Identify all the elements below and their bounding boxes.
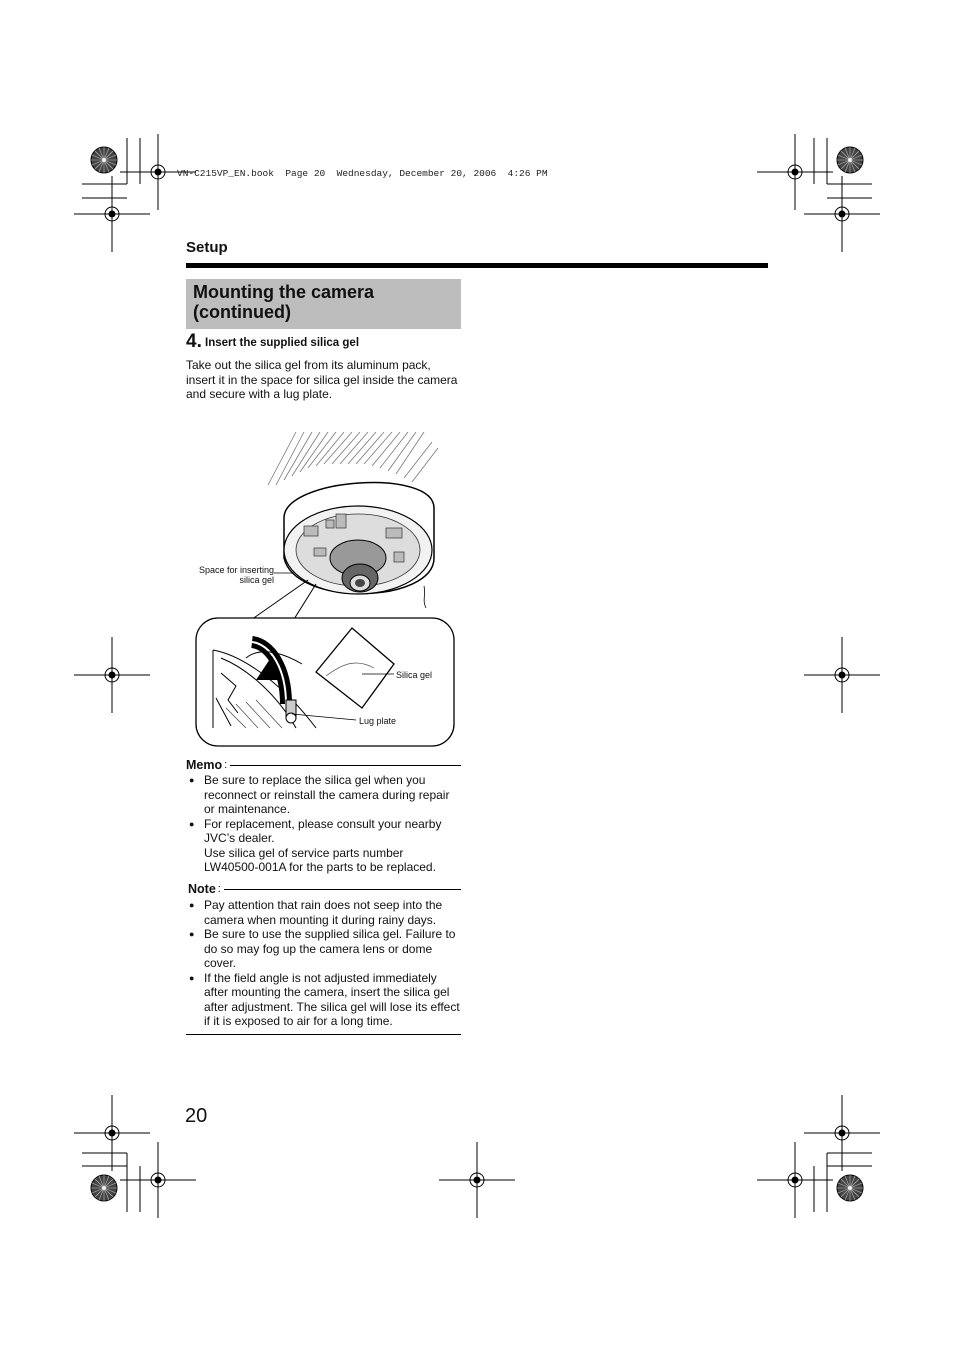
note-box xyxy=(186,882,461,1029)
page-number: 20 xyxy=(185,1105,208,1127)
step-number: 4. xyxy=(186,331,202,352)
camera-illustration xyxy=(186,428,461,750)
note-heading: Note xyxy=(188,882,216,896)
memo-colon: : xyxy=(224,759,228,771)
memo-item-continued: Use silica gel of service parts number LW40500-001A for the parts to be replaced. xyxy=(204,845,436,874)
book-info-line: VN-C215VP_EN.book Page 20 Wednesday, December 20, 2006 4:26 PM xyxy=(177,168,548,179)
note-item: ● If the field angle is not adjusted immediately after mounting the camera, insert the silica gel after adjustment. The silica gel will lose its effect if it is exposed to air for a long time. xyxy=(186,971,461,1029)
page-title: Mounting the camera (continued) xyxy=(193,282,375,322)
ceiling-hatch xyxy=(268,432,438,485)
step-instructions: Take out the silica gel from its aluminum pack, insert it in the space for silica gel inside the camera and secure with a lug plate. xyxy=(186,358,458,401)
header-rule xyxy=(186,263,768,268)
section-end-rule xyxy=(186,1034,461,1035)
memo-divider xyxy=(230,765,461,766)
memo-item: ● For replacement, please consult your nearby JVC’s dealer. xyxy=(186,817,461,846)
note-item: ● Pay attention that rain does not seep into the camera when mounting it during rainy days. xyxy=(186,898,461,927)
step-label: Insert the supplied silica gel xyxy=(205,337,360,349)
memo-item: ● Be sure to replace the silica gel when you reconnect or reinstall the camera during repair or maintenance. xyxy=(186,773,461,817)
memo-box xyxy=(186,758,461,875)
section-heading: Setup xyxy=(186,239,228,256)
label-silica-gel: Silica gel xyxy=(396,670,433,680)
note-item: ● Be sure to use the supplied silica gel. Failure to do so may fog up the camera lens or dome cover. xyxy=(186,927,461,971)
note-colon: : xyxy=(217,883,221,895)
camera-drawing xyxy=(186,428,461,750)
label-silica-space: Space for inserting silica gel xyxy=(198,565,274,585)
label-lug-plate: Lug plate xyxy=(359,716,397,726)
memo-heading: Memo xyxy=(186,758,223,772)
note-divider xyxy=(224,889,461,890)
